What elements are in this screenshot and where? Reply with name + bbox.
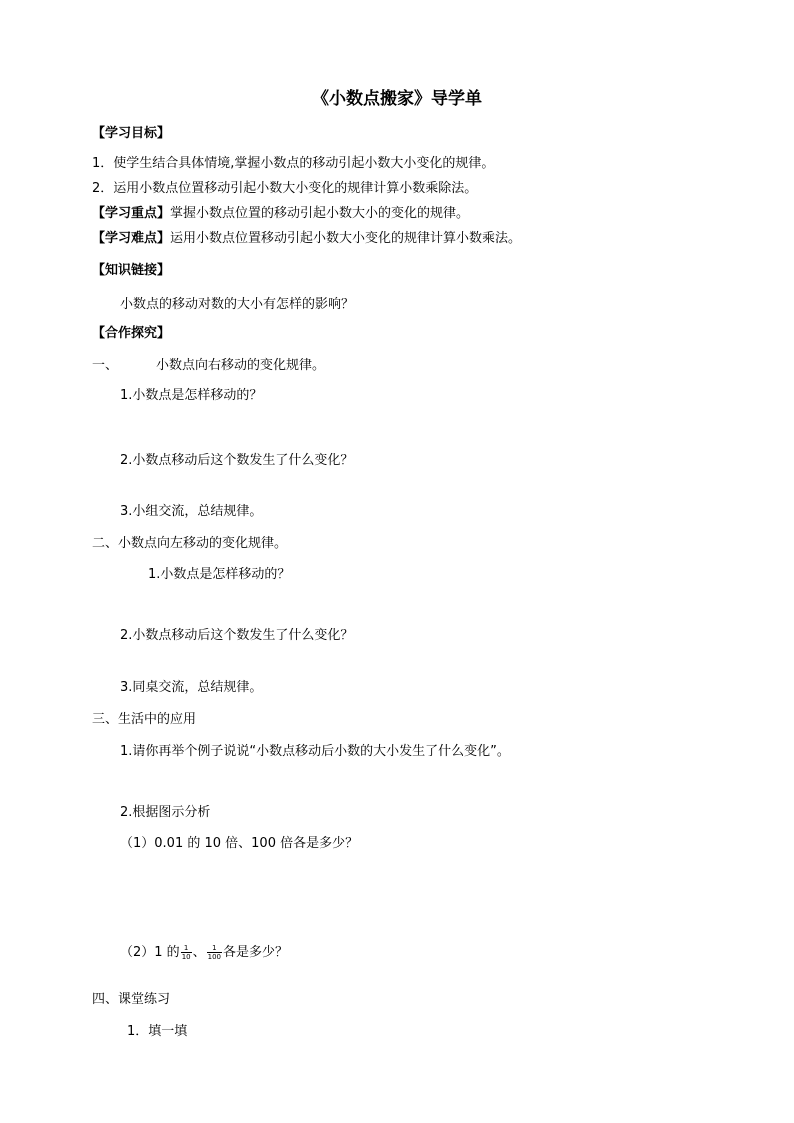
objective-1: 1．使学生结合具体情境,掌握小数点的移动引起小数大小变化的规律。 (92, 156, 495, 171)
explore-heading: 【合作探究】 (92, 326, 171, 341)
q2-2-prefix: （2）1 的 (120, 945, 180, 960)
fraction-one-tenth-denominator: 10 (181, 953, 191, 961)
fraction-one-hundredth-denominator: 100 (207, 953, 221, 961)
difficulty-row (92, 231, 521, 247)
part3-title: 三、生活中的应用 (92, 712, 197, 727)
q2-2-suffix: 各是多少？ (223, 945, 289, 960)
part1-title-row (92, 358, 325, 374)
part1-question-3: 3.小组交流，总结规律。 (120, 504, 263, 519)
fraction-one-hundredth (207, 944, 222, 961)
fraction-one-tenth (181, 944, 192, 961)
part1-question-2: 2.小数点移动后这个数发生了什么变化？ (120, 453, 354, 468)
key-point-row (92, 206, 469, 222)
objective-2: 2．运用小数点位置移动引起小数大小变化的规律计算小数乘除法。 (92, 181, 478, 196)
part2-title: 二、小数点向左移动的变化规律。 (92, 536, 288, 551)
part3-question-2-1: （1）0.01 的 10 倍、100 倍各是多少？ (120, 836, 359, 851)
part2-question-2: 2.小数点移动后这个数发生了什么变化？ (120, 628, 354, 643)
part2-question-3: 3.同桌交流，总结规律。 (120, 680, 263, 695)
key-point-text: 掌握小数点位置的移动引起小数大小的变化的规律。 (170, 206, 470, 221)
fraction-one-tenth-numerator: 1 (181, 944, 192, 953)
objectives-heading: 【学习目标】 (92, 126, 171, 141)
fraction-one-hundredth-numerator: 1 (207, 944, 222, 953)
knowledge-text: 小数点的移动对数的大小有怎样的影响？ (120, 297, 355, 312)
part4-title: 四、课堂练习 (92, 992, 171, 1007)
difficulty-text: 运用小数点位置移动引起小数大小变化的规律计算小数乘法。 (170, 231, 522, 246)
part1-question-1: 1.小数点是怎样移动的？ (120, 388, 263, 403)
part4-question-1: 1．填一填 (127, 1024, 188, 1039)
part3-question-1: 1.请你再举个例子说说“小数点移动后小数的大小发生了什么变化”。 (120, 744, 510, 759)
part3-question-2: 2.根据图示分析 (120, 805, 211, 820)
part2-question-1: 1.小数点是怎样移动的？ (148, 567, 291, 582)
key-point-label: 【学习重点】 (92, 206, 171, 221)
fraction-separator: 、 (192, 945, 206, 960)
part1-number: 一、 (92, 358, 119, 373)
knowledge-heading: 【知识链接】 (92, 263, 171, 278)
part1-title: 小数点向右移动的变化规律。 (156, 358, 326, 373)
page-title: 《小数点搬家》导学单 (312, 89, 482, 109)
difficulty-label: 【学习难点】 (92, 231, 171, 246)
part3-question-2-2 (120, 942, 288, 964)
